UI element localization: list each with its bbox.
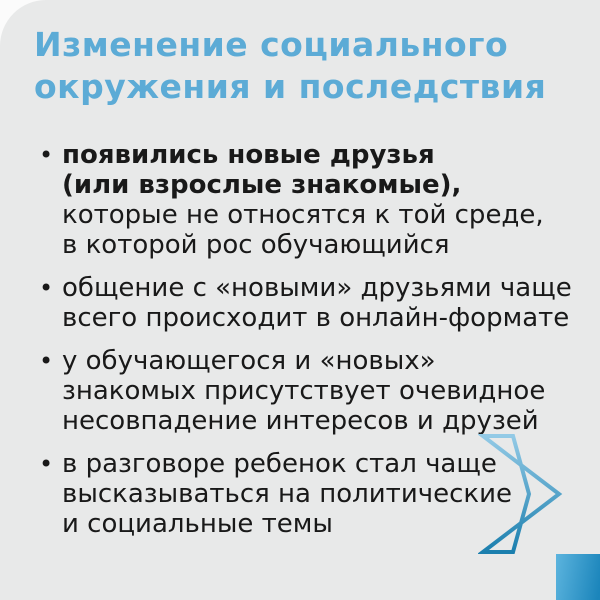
slide-title-line: Изменение социального xyxy=(34,25,509,64)
bullet-line: (или взрослые знакомые), xyxy=(62,170,462,200)
bullet-item xyxy=(38,346,558,436)
bullet-dot: • xyxy=(39,450,54,478)
bullet-line: у обучающегося и «новых» xyxy=(62,346,436,376)
bullet-dot: • xyxy=(39,141,54,169)
bullet-line: высказываться на политические xyxy=(62,479,512,509)
bullet-dot: • xyxy=(39,274,54,302)
bullet-item xyxy=(38,273,572,333)
bullet-line: которые не относятся к той среде, xyxy=(62,200,544,230)
chevron-right-icon xyxy=(478,430,568,558)
corner-accent-square xyxy=(556,554,600,600)
slide-title xyxy=(34,24,546,108)
bullet-line: общение с «новыми» друзьями чаще xyxy=(62,273,572,303)
bullet-dot: • xyxy=(39,347,54,375)
bullet-line: в которой рос обучающийся xyxy=(62,230,450,260)
bullet-item xyxy=(38,140,558,260)
bullet-line: и социальные темы xyxy=(62,509,333,539)
bullet-line: несовпадение интересов и друзей xyxy=(62,406,539,436)
bullet-line: в разговоре ребенок стал чаще xyxy=(62,449,497,479)
bullet-line: знакомых присутствует очевидное xyxy=(62,376,546,406)
bullet-line: всего происходит в онлайн-формате xyxy=(62,303,570,333)
bullet-line: появились новые друзья xyxy=(62,140,435,170)
slide-title-line: окружения и последствия xyxy=(34,67,547,106)
